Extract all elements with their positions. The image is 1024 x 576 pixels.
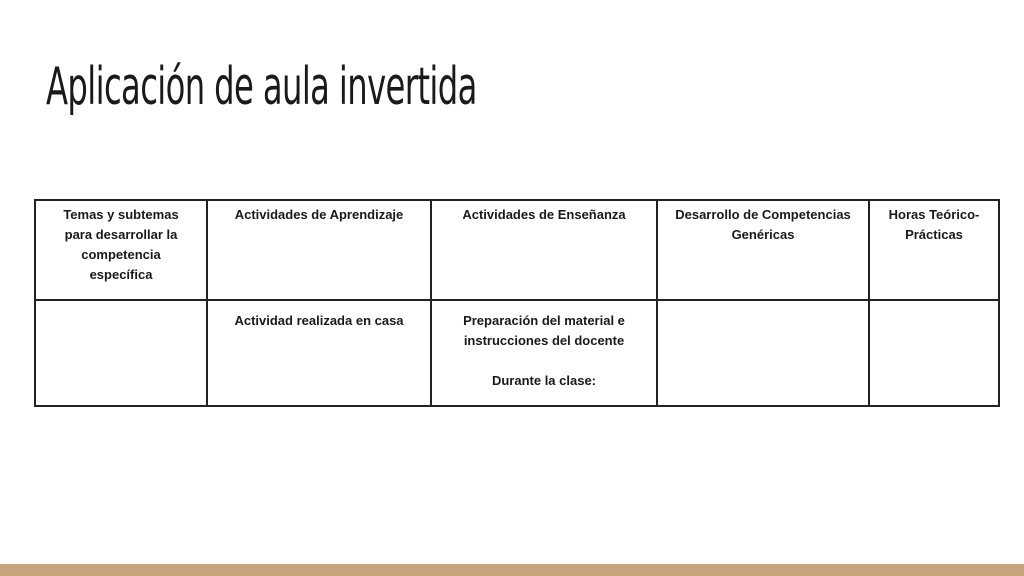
lesson-plan-table <box>34 199 1000 407</box>
slide-title: Aplicación de aula invertida <box>46 57 477 117</box>
footer-accent-bar <box>0 564 1024 576</box>
table-cell: Actividad realizada en casa <box>207 300 431 406</box>
table-row <box>35 300 999 406</box>
header-actividades-ensenanza: Actividades de Enseñanza <box>431 200 657 300</box>
table-cell <box>35 300 207 406</box>
table-cell <box>657 300 869 406</box>
header-competencias-genericas: Desarrollo de Competencias Genéricas <box>657 200 869 300</box>
table-cell: Preparación del material e instrucciones del docente Durante la clase: <box>431 300 657 406</box>
header-horas: Horas Teórico-Prácticas <box>869 200 999 300</box>
table-cell <box>869 300 999 406</box>
header-actividades-aprendizaje: Actividades de Aprendizaje <box>207 200 431 300</box>
header-temas: Temas y subtemas para desarrollar la competencia específica <box>35 200 207 300</box>
table-header-row <box>35 200 999 300</box>
